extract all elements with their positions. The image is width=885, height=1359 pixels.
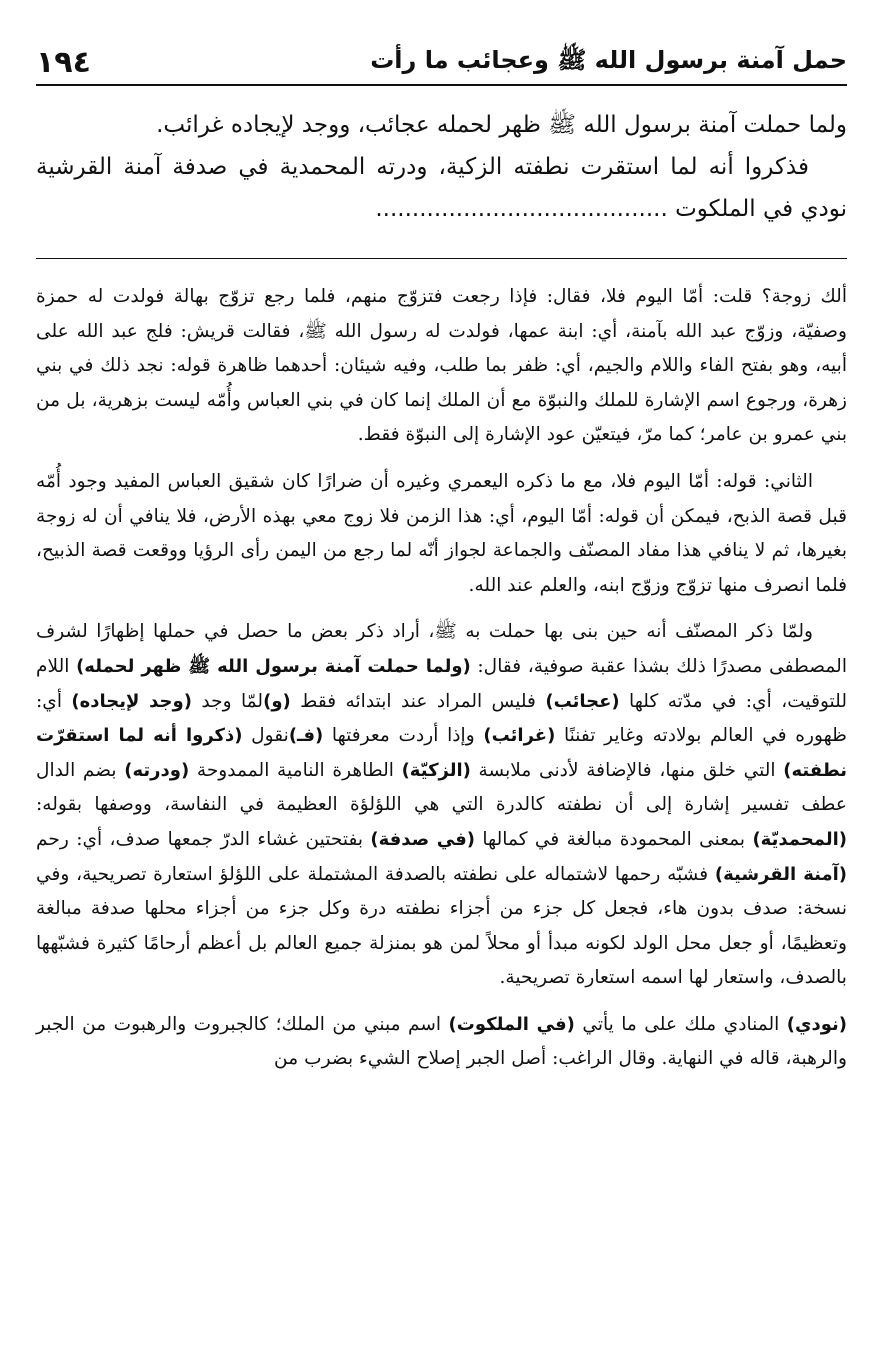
main-text-line-2-text: فذكروا أنه لما استقرت نطفته الزكية، ودرته المحمدية في صدفة آمنة القرشية نودي في الملكوت [36,154,847,222]
quoted-matn: (الزكيّة) [401,759,471,781]
commentary-text: بضم الدال عطف تفسير إشارة إلى أن نطفته كالدرة التي هي اللؤلؤة العظيمة في النفاسة، ووصفها بقوله: [36,759,847,816]
quoted-matn: (ولما حملت آمنة برسول الله ﷺ ظهر لحمله) [76,655,471,677]
commentary-text: الطاهرة النامية الممدوحة [189,759,402,781]
commentary-text: أي: ظهوره في العالم بولادته وغاير تفننًا [36,690,847,747]
running-title: حمل آمنة برسول الله ﷺ وعجائب ما رأت [370,45,847,74]
quoted-matn: (عجائب) [545,690,620,712]
commentary [36,280,847,1089]
separator-rule [36,258,847,259]
main-text [36,104,847,230]
commentary-paragraph-3 [36,615,847,996]
quoted-matn: (فـ) [288,725,324,747]
commentary-text: بمعنى المحمودة مبالغة في كمالها [475,828,753,850]
commentary-text: ولمّا ذكر المصنّف أنه حين بنى بها حملت به ﷺ، أراد ذكر بعض ما حصل في حملها إظهارًا لشرف المصطفى مصدرًا ذلك بشذا عقبة صوفية، فقال: [36,621,848,677]
commentary-paragraph-1: ألك زوجة؟ قلت: أمّا اليوم فلا، فقال: فإذا رجعت فتزوّج منهم، فلما رجع تزوّج بهالة فولدت له حمزة وصفيّة، وزوّج عبد الله بآمنة، أي: ابنة عمها، فولدت له رسول الله ﷺ، فقالت قريش: فلج عبد الله على أبيه، وهو بفتح الفاء واللام والجيم، أي: ظفر بما طلب، وفيه شيئان: أحدهما ظاهرة قوله: نجد ذلك في بني زهرة، ورجوع اسم الإشارة للملك والنبوّة مع أن الملك إنما كان في بني العباس وأُمّه ليست بزهرية، بل من بني عمرو بن عامر؛ كما مرّ، فيتعيّن عود الإشارة إلى النبوّة فقط. [36,286,847,446]
main-text-line-1: ولما حملت آمنة برسول الله ﷺ ظهر لحمله عجائب، ووجد لإيجاده غرائب. [156,112,847,138]
commentary-text: المنادي ملك على ما يأتي [574,1013,787,1035]
commentary-text: اسم مبني من الملك؛ كالجبروت والرهبوت من الجبر والرهبة، قاله في النهاية. وقال الراغب: أصل الجبر إصلاح الشيء بضرب من [36,1013,847,1070]
quoted-matn: (و) [263,690,291,712]
quoted-matn: (غرائب) [483,725,556,747]
commentary-text: بفتحتين غشاء الدرّ جمعها صدف، أي: رحم [36,828,371,850]
quoted-matn: (في الملكوت) [448,1013,575,1035]
main-text-line-2 [36,146,847,230]
commentary-paragraph-4 [36,1008,847,1077]
page-number: ١٩٤ [36,44,91,80]
commentary-text: نقول [242,725,289,747]
quoted-matn: (نودي) [786,1013,847,1035]
quoted-matn: (المحمديّة) [752,828,848,850]
page-header [36,40,847,86]
quoted-matn: (في صدفة) [370,828,476,850]
quoted-matn: (آمنة القرشية) [714,863,847,885]
commentary-paragraph-2: الثاني: قوله: أمّا اليوم فلا، مع ما ذكره اليعمري وغيره أن ضرارًا كان شقيق العباس المفيد وجود أُمّه قبل قصة الذبح، فيمكن أن قوله: أمّا اليوم، أي: هذا الزمن فلا زوج معي بهذه الأرض، فلا ينافي أن له زوجة بغيرها، ثم لا ينافي هذا مفاد المصنّف والجماعة لجواز أنّه لما رجع من اليمن رأى الرؤيا ووقعت قصة الذبيح، فلما انصرف منها تزوّج وزوّج ابنه، والعلم عند الله. [36,470,847,596]
commentary-text: التي خلق منها، فالإضافة لأدنى ملابسة [470,759,784,781]
commentary-text: فليس المراد عند ابتدائه فقط [290,690,546,712]
commentary-text: اللام للتوقيت، أي: في مدّته كلها [36,655,847,712]
quoted-matn: (ودرته) [124,759,190,781]
quoted-matn: (وجد لإيجاده) [71,690,192,712]
ellipsis-dots: ........................................ [375,196,668,222]
commentary-text: فشبّه رحمها لاشتماله على نطفته بالصدفة المشتملة على اللؤلؤ استعارة تصريحية، وفي نسخة: صدف بدون هاء، فجعل كل جزء من أجزاء نطفته درة وكل جزء من أجزاء محلها صدفة مبالغة وتعظيمًا، أو جعل محل الولد لكونه مبدأ أو محلاً لمن هو بمنزلة جميع العالم بل أعظم أرحامًا كثيرة فشبّهها بالصدف، واستعار لها اسمه استعارة تصريحية. [36,863,847,989]
commentary-text: وإذا أردت معرفتها [323,725,484,747]
commentary-text: لمّا وجد [191,690,264,712]
quoted-matn: (ذكروا أنه لما استقرّت نطفته) [36,725,847,781]
